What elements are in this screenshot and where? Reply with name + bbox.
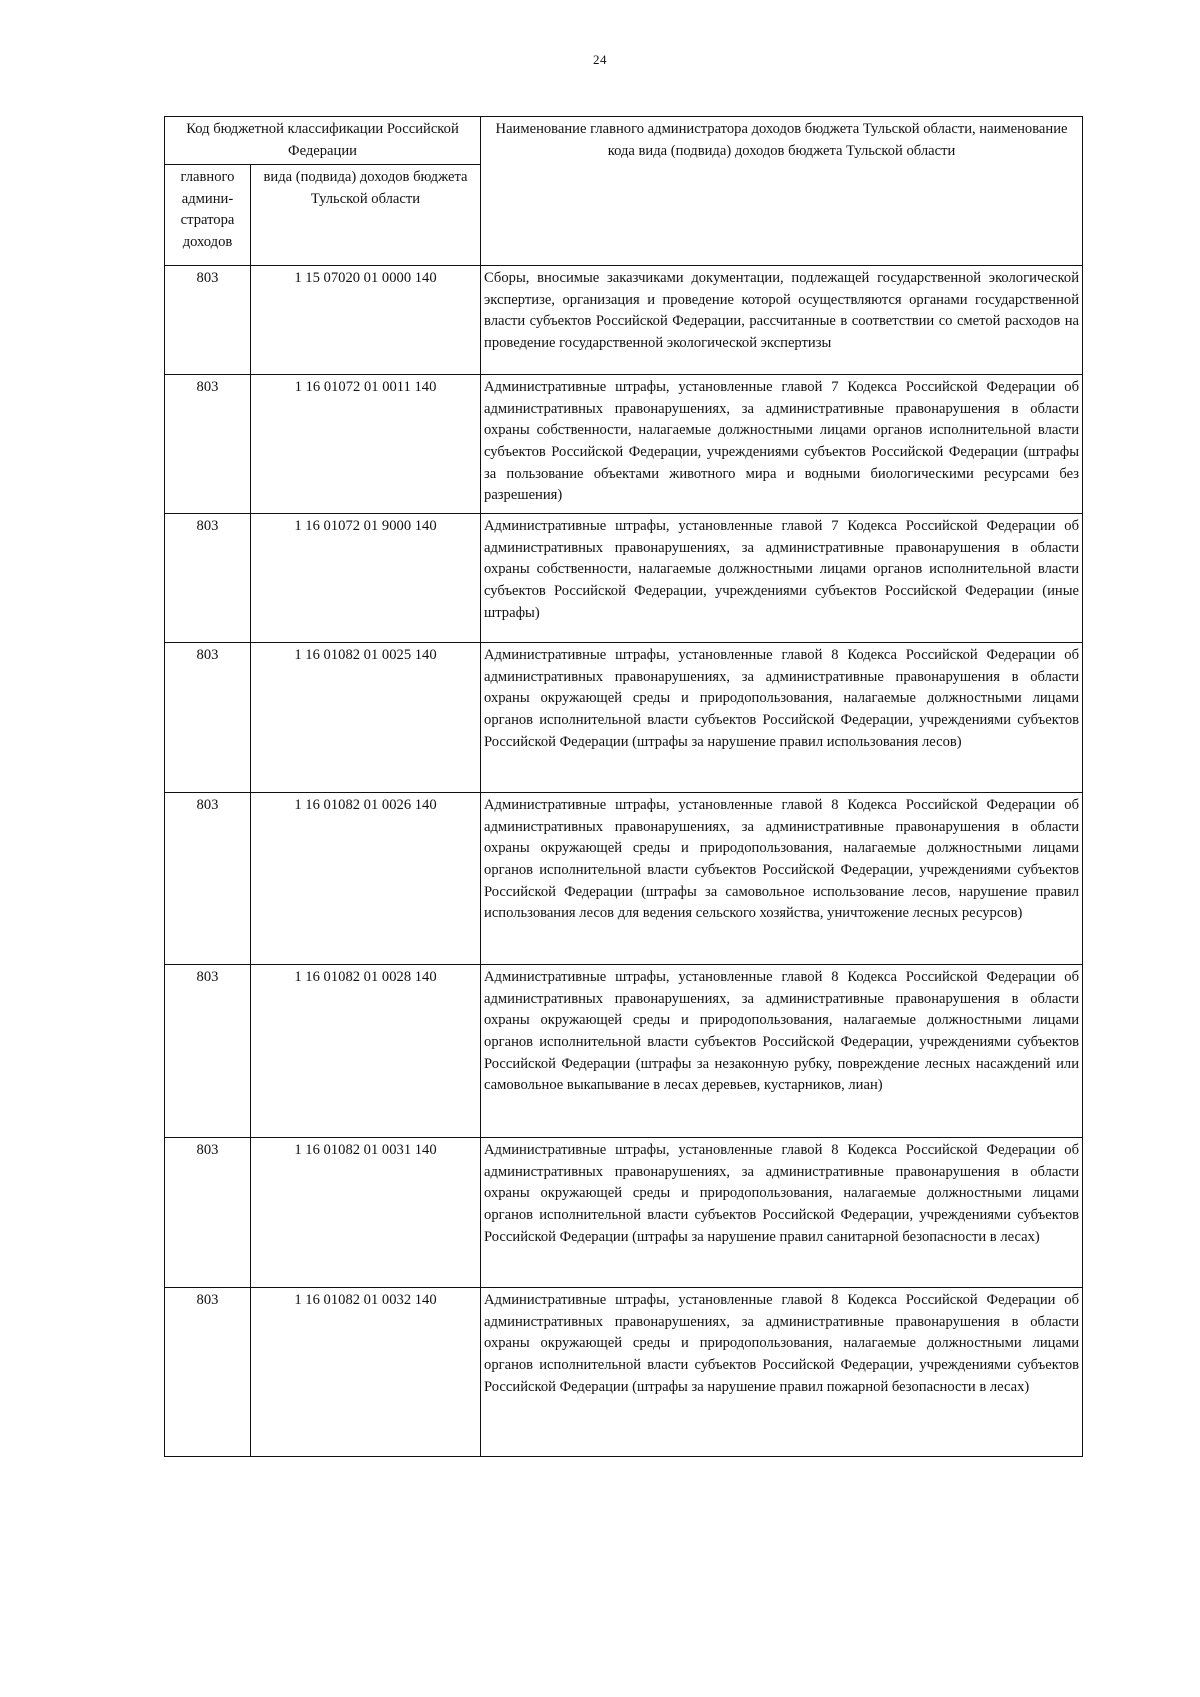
- income-code-cell: 1 16 01082 01 0028 140: [251, 965, 481, 1138]
- table-row: [165, 965, 1083, 1138]
- table-row: [165, 643, 1083, 793]
- admin-code-cell: 803: [165, 793, 251, 965]
- income-name-cell: Административные штрафы, установленные главой 7 Кодекса Российской Федерации об административных правонарушениях, за административные правонарушения в области охраны собственности, налагаемые должностными лицами органов исполнительной власти субъектов Российской Федерации, учреждениями субъектов Российской Федерации (иные штрафы): [481, 514, 1083, 643]
- income-code-cell: 1 16 01072 01 0011 140: [251, 375, 481, 514]
- income-code-cell: 1 16 01082 01 0031 140: [251, 1138, 481, 1288]
- income-name-cell: Административные штрафы, установленные главой 7 Кодекса Российской Федерации об административных правонарушениях, за административные правонарушения в области охраны собственности, налагаемые должностными лицами органов исполнительной власти субъектов Российской Федерации, учреждениями субъектов Российской Федерации (штрафы за пользование объектами животного мира и водными биологическими ресурсами без разрешения): [481, 375, 1083, 514]
- admin-code-cell: 803: [165, 375, 251, 514]
- income-code-cell: 1 16 01072 01 9000 140: [251, 514, 481, 643]
- income-name-cell: Сборы, вносимые заказчиками документации, подлежащей государственной экологической экспертизе, организация и проведение которой осуществляются органами государственной власти субъектов Российской Федерации, рассчитанные в соответствии со сметой расходов на проведение государственной экологической экспертизы: [481, 266, 1083, 375]
- table-row: [165, 1138, 1083, 1288]
- income-name-cell: Административные штрафы, установленные главой 8 Кодекса Российской Федерации об административных правонарушениях, за административные правонарушения в области охраны окружающей среды и природопользования, налагаемые должностными лицами органов исполнительной власти субъектов Российской Федерации, учреждениями субъектов Российской Федерации (штрафы за самовольное использование лесов, нарушение правил использования лесов для ведения сельского хозяйства, уничтожение лесных ресурсов): [481, 793, 1083, 965]
- page-number: 24: [593, 52, 607, 67]
- admin-code-cell: 803: [165, 965, 251, 1138]
- header-code-column: вида (подвида) доходов бюджета Тульской области: [251, 165, 481, 266]
- admin-code-cell: 803: [165, 1138, 251, 1288]
- income-name-cell: Административные штрафы, установленные главой 8 Кодекса Российской Федерации об административных правонарушениях, за административные правонарушения в области охраны окружающей среды и природопользования, налагаемые должностными лицами органов исполнительной власти субъектов Российской Федерации, учреждениями субъектов Российской Федерации (штрафы за нарушение правил использования лесов): [481, 643, 1083, 793]
- header-name-column: Наименование главного администратора доходов бюджета Тульской области, наименование кода вида (подвида) доходов бюджета Тульской области: [481, 117, 1083, 266]
- income-code-cell: 1 16 01082 01 0025 140: [251, 643, 481, 793]
- budget-classification-table: [164, 116, 1083, 1457]
- table-row: [165, 1288, 1083, 1457]
- table-row: [165, 793, 1083, 965]
- income-code-cell: 1 15 07020 01 0000 140: [251, 266, 481, 375]
- admin-code-cell: 803: [165, 643, 251, 793]
- income-code-cell: 1 16 01082 01 0032 140: [251, 1288, 481, 1457]
- income-name-cell: Административные штрафы, установленные главой 8 Кодекса Российской Федерации об административных правонарушениях, за административные правонарушения в области охраны окружающей среды и природопользования, налагаемые должностными лицами органов исполнительной власти субъектов Российской Федерации, учреждениями субъектов Российской Федерации (штрафы за нарушение правил санитарной безопасности в лесах): [481, 1138, 1083, 1288]
- table-row: [165, 375, 1083, 514]
- admin-code-cell: 803: [165, 266, 251, 375]
- table-header-row: [165, 117, 1083, 165]
- header-admin-column: главного админи-стратора доходов: [165, 165, 251, 266]
- header-code-group: Код бюджетной классификации Российской Федерации: [165, 117, 481, 165]
- admin-code-cell: 803: [165, 514, 251, 643]
- income-name-cell: Административные штрафы, установленные главой 8 Кодекса Российской Федерации об административных правонарушениях, за административные правонарушения в области охраны окружающей среды и природопользования, налагаемые должностными лицами органов исполнительной власти субъектов Российской Федерации, учреждениями субъектов Российской Федерации (штрафы за незаконную рубку, повреждение лесных насаждений или самовольное выкапывание в лесах деревьев, кустарников, лиан): [481, 965, 1083, 1138]
- table-row: [165, 266, 1083, 375]
- income-code-cell: 1 16 01082 01 0026 140: [251, 793, 481, 965]
- admin-code-cell: 803: [165, 1288, 251, 1457]
- table-row: [165, 514, 1083, 643]
- income-name-cell: Административные штрафы, установленные главой 8 Кодекса Российской Федерации об административных правонарушениях, за административные правонарушения в области охраны окружающей среды и природопользования, налагаемые должностными лицами органов исполнительной власти субъектов Российской Федерации, учреждениями субъектов Российской Федерации (штрафы за нарушение правил пожарной безопасности в лесах): [481, 1288, 1083, 1457]
